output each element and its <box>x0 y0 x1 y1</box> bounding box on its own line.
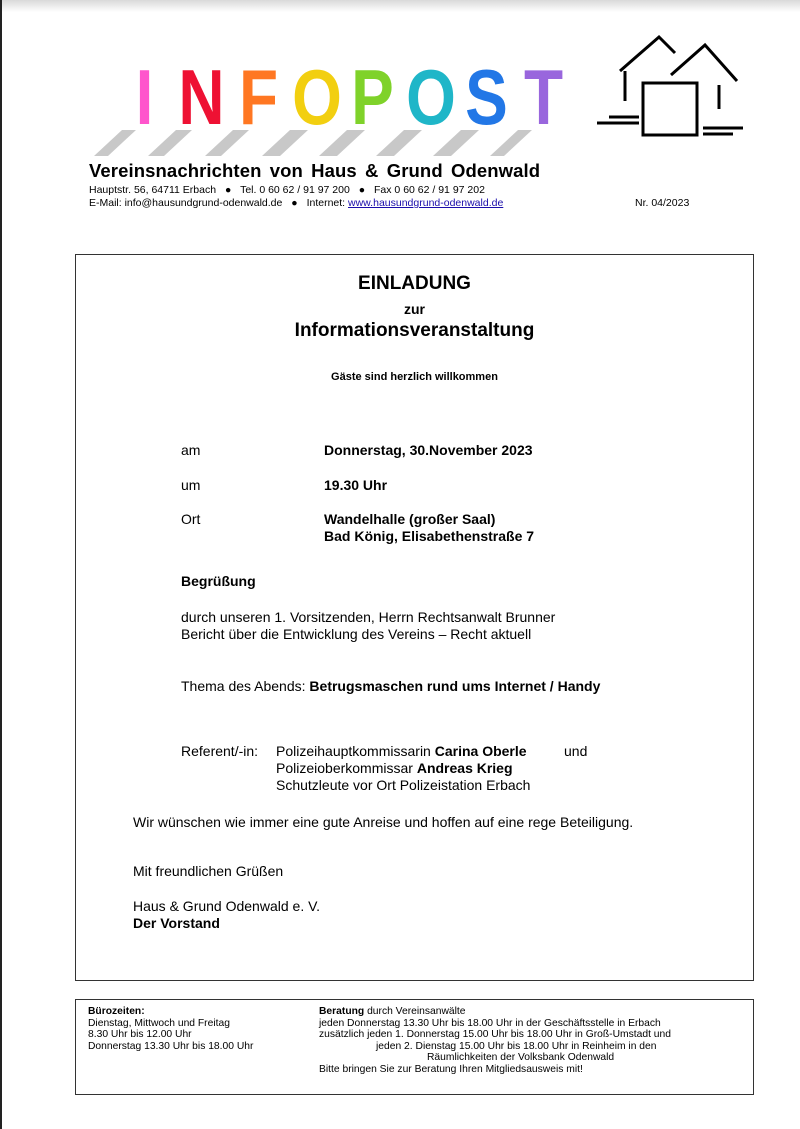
website-link[interactable]: www.hausundgrund-odenwald.de <box>348 197 504 209</box>
office-hours-line: Dienstag, Mittwoch und Freitag <box>88 1017 230 1029</box>
logo-letter: O <box>406 53 456 141</box>
office-hours-column <box>88 1006 253 1052</box>
address-text: Hauptstr. 56, 64711 Erbach <box>89 184 217 196</box>
guests-welcome: Gäste sind herzlich willkommen <box>331 371 498 383</box>
logo-letters <box>116 53 572 141</box>
logo-letter: S <box>465 53 508 141</box>
speaker-1 <box>276 743 527 760</box>
speaker-and: und <box>564 743 588 759</box>
greeting-line-2: Bericht über die Entwicklung des Vereins – Recht aktuell <box>181 626 532 642</box>
page-left-border <box>0 0 2 1129</box>
house-logo-icon <box>595 33 745 148</box>
logo-letter: O <box>292 53 342 141</box>
logo-letter: I <box>135 53 154 141</box>
advice-heading-rest: durch Vereinsanwälte <box>364 1006 466 1017</box>
issue-number: Nr. 04/2023 <box>635 197 690 209</box>
bullet-icon: ● <box>291 197 298 209</box>
advice-line: jeden Donnerstag 13.30 Uhr bis 18.00 Uhr in der Geschäftsstelle in Erbach <box>319 1017 661 1029</box>
fax-text: Fax 0 60 62 / 91 97 202 <box>374 184 485 196</box>
advice-column <box>319 1006 671 1075</box>
place-line-1: Wandelhalle (großer Saal) <box>324 511 496 527</box>
bullet-icon: ● <box>358 184 366 196</box>
invitation-box <box>75 254 754 981</box>
event-title: Informationsveranstaltung <box>294 320 535 341</box>
advice-line: jeden 2. Dienstag 15.00 Uhr bis 18.00 Uhr in Reinheim in den <box>376 1040 657 1052</box>
advice-line: zusätzlich jeden 1. Donnerstag 15.00 Uhr bis 18.00 Uhr in Groß-Umstadt und <box>319 1029 671 1040</box>
speaker-2 <box>276 760 513 777</box>
topic-value: Betrugsmaschen rund ums Internet / Handy <box>309 678 601 694</box>
logo-letter: F <box>238 53 279 141</box>
contact-info <box>89 184 503 210</box>
page-top-shadow <box>0 0 800 12</box>
time-label: um <box>181 477 201 493</box>
infopost-logo <box>86 53 564 158</box>
date-value: Donnerstag, 30.November 2023 <box>324 442 533 458</box>
org-title: Vereinsnachrichten von Haus & Grund Odenwald <box>89 160 541 181</box>
invitation-sub: zur <box>404 301 425 317</box>
place-label: Ort <box>181 511 201 527</box>
email-text: E-Mail: info@hausundgrund-odenwald.de <box>89 197 283 209</box>
speaker-1-name: Carina Oberle <box>434 743 527 759</box>
advice-heading-line <box>319 1006 671 1018</box>
sender-text: Haus & Grund Odenwald e. V. <box>133 898 321 914</box>
contact-line-1 <box>89 184 503 197</box>
greeting-heading: Begrüßung <box>181 573 256 589</box>
internet-label: Internet: <box>306 197 346 209</box>
office-hours-box <box>75 999 754 1095</box>
greeting-line-1: durch unseren 1. Vorsitzenden, Herrn Rechtsanwalt Brunner <box>181 609 556 625</box>
speaker-1-role: Polizeihauptkommissarin <box>276 743 431 759</box>
logo-letter: P <box>351 53 394 141</box>
date-label: am <box>181 442 201 458</box>
topic-line <box>181 678 600 695</box>
speaker-label: Referent/-in: <box>181 743 259 759</box>
place-line-2: Bad König, Elisabethenstraße 7 <box>324 528 535 544</box>
bullet-icon: ● <box>224 184 232 196</box>
contact-line-2 <box>89 197 503 210</box>
logo-letter: T <box>523 53 564 141</box>
advice-line: Bitte bringen Sie zur Beratung Ihren Mitgliedsausweis mit! <box>319 1063 583 1075</box>
time-value: 19.30 Uhr <box>324 477 388 493</box>
logo-letter: N <box>178 53 225 141</box>
speaker-organization: Schutzleute vor Ort Polizeistation Erbach <box>276 777 531 793</box>
topic-label: Thema des Abends: <box>181 678 306 694</box>
advice-line: Räumlichkeiten der Volksbank Odenwald <box>427 1052 615 1063</box>
speaker-2-role: Polizeioberkommissar <box>276 760 413 776</box>
board-signature: Der Vorstand <box>133 915 220 931</box>
speaker-2-name: Andreas Krieg <box>416 760 513 776</box>
office-hours-line: 8.30 Uhr bis 12.00 Uhr <box>88 1029 192 1040</box>
closing-text: Mit freundlichen Grüßen <box>133 863 284 879</box>
office-hours-line: Donnerstag 13.30 Uhr bis 18.00 Uhr <box>88 1040 254 1052</box>
invitation-title: EINLADUNG <box>358 273 471 294</box>
phone-text: Tel. 0 60 62 / 91 97 200 <box>240 184 350 196</box>
office-hours-heading: Bürozeiten: <box>88 1006 145 1017</box>
wish-text: Wir wünschen wie immer eine gute Anreise und hoffen auf eine rege Beteiligung. <box>133 814 634 830</box>
advice-heading: Beratung <box>319 1006 365 1017</box>
